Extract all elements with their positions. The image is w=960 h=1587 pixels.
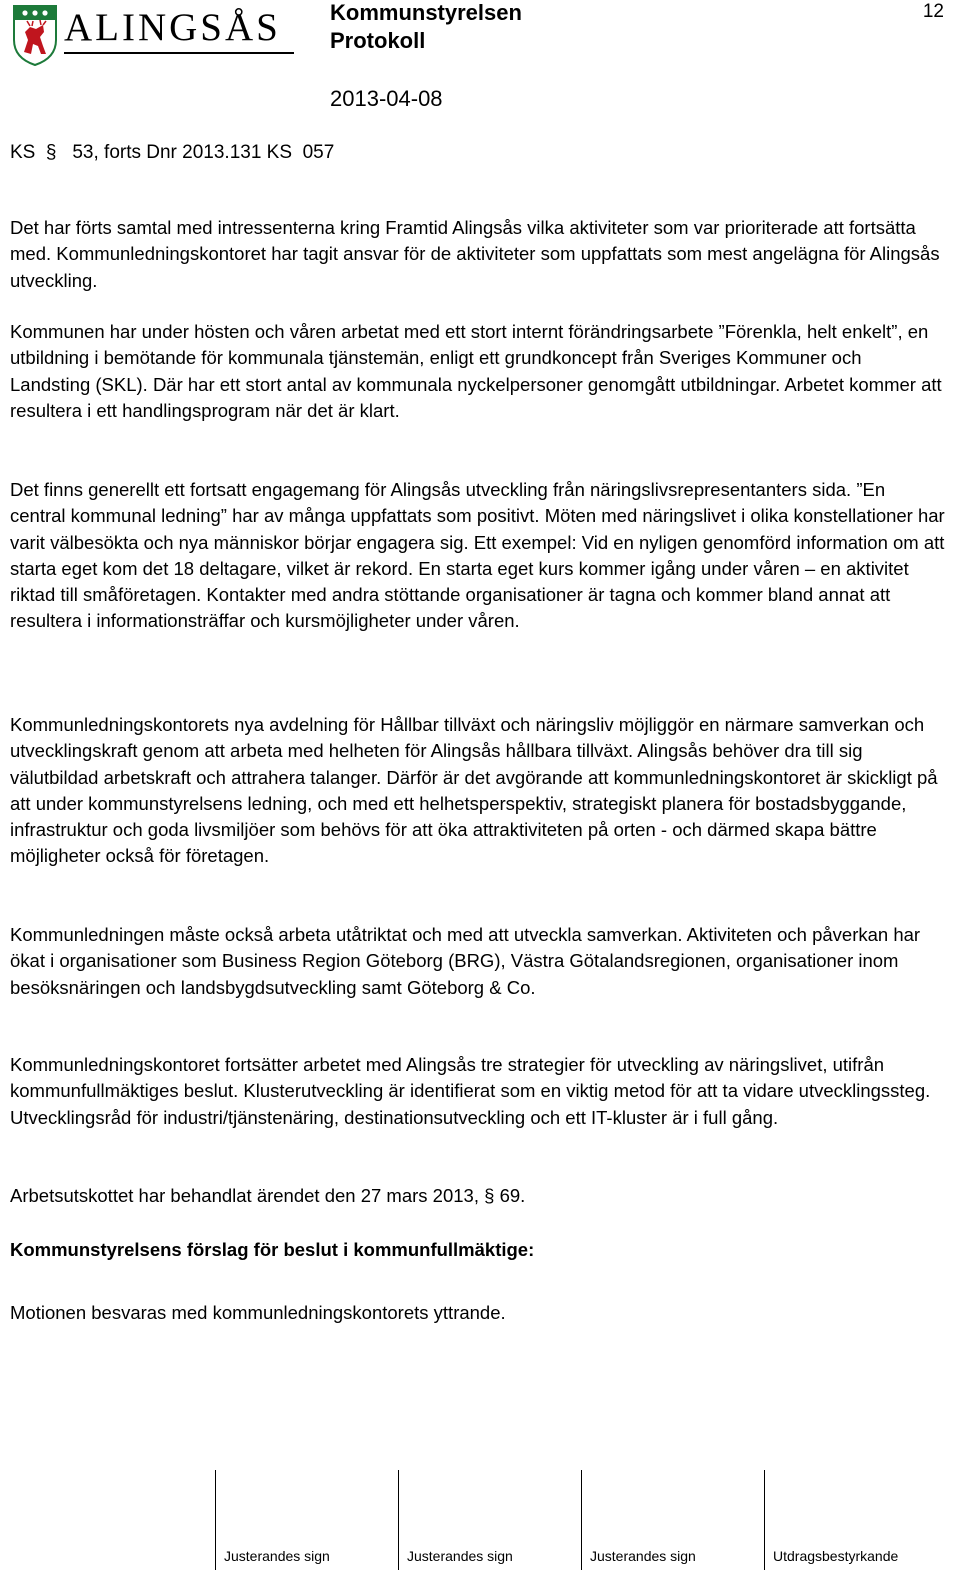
signature-label: Justerandes sign bbox=[407, 1548, 513, 1564]
paragraph: Kommunledningskontorets nya avdelning för Hållbar tillväxt och näringsliv möjliggör en närmare samverkan och utvecklingskraft genom att arbeta med helheten för Alingsås hållbara tillväxt. Alingsås behöver dra till sig välutbildad arbetskraft och attrahera talanger. Därför är det avgörande att kommunledningskontoret är skickligt på att under kommunstyrelsens ledning, och med ett helhetsperspektiv, strategiskt planera för bostadsbyggande, infrastruktur och goda livsmiljöer som behövs för att öka attraktiviteten på orten - och därmed skapa bättre möjligheter också för företagen. bbox=[10, 714, 938, 867]
committee-note-text: Arbetsutskottet har behandlat ärendet den 27 mars 2013, bbox=[10, 1185, 479, 1206]
logo-wordmark: ALINGSÅS bbox=[64, 6, 281, 49]
signature-divider bbox=[764, 1470, 765, 1570]
paragraph: Kommunen har under hösten och våren arbetat med ett stort internt förändringsarbete ”Förenkla, helt enkelt”, en utbildning i bemötande för kommunala tjänstemän, enligt ett grundkoncept från Sveriges Kommuner och Landsting (SKL). Där har ett stort antal av kommunala nyckelpersoner genomgått utbildningar. Arbetet kommer att resultera i ett handlingsprogram när det är klart. bbox=[10, 321, 942, 421]
logo-underline bbox=[64, 52, 294, 54]
paragraph: Det har förts samtal med intressenterna kring Framtid Alingsås vilka aktiviteter som var prioriterade att fortsätta med. Kommunledningskontoret har tagit ansvar för de aktiviteter som uppfattats som mest angelägna för Alingsås utveckling. bbox=[10, 217, 940, 291]
organization-name: Kommunstyrelsen bbox=[330, 0, 522, 25]
signature-divider bbox=[215, 1470, 216, 1570]
paragraph: Kommunledningen måste också arbeta utåtriktat och med att utveckla samverkan. Aktiviteten och påverkan har ökat i organisationer som Business Region Göteborg (BRG), Västra Götalandsregionen, organisationer inom besöksnäringen och landsbygdsutveckling samt Göteborg & Co. bbox=[10, 924, 921, 998]
decision-text: Motionen besvaras med kommunledningskontorets yttrande. bbox=[10, 1302, 506, 1323]
reference-detail: 53, forts Dnr 2013.131 KS 057 bbox=[72, 142, 335, 163]
paragraph: Kommunledningskontoret fortsätter arbetet med Alingsås tre strategier för utveckling av näringslivet, utifrån kommunfullmäktiges beslut. Klusterutveckling är identifierat som en viktig metod för att ta vidare utvecklingssteg. Utvecklingsråd för industri/tjänstenäring, destinationsutveckling och ett IT-kluster är i full gång. bbox=[10, 1054, 931, 1128]
signature-label: Justerandes sign bbox=[590, 1548, 696, 1564]
case-reference bbox=[10, 140, 334, 166]
document-type: Protokoll bbox=[330, 28, 426, 53]
reference-code: KS bbox=[10, 142, 36, 163]
committee-note-section: 69. bbox=[499, 1185, 526, 1206]
paragraph: Det finns generellt ett fortsatt engagemang för Alingsås utveckling från näringslivsrepresentanters sida. ”En central kommunal ledning” har av många uppfattats som positivt. Möten med näringslivet i olika konstellationer har varit välbesökta och nya människor börjar engagera sig. Ett exempel: Vid en nyligen genomförd information om att starta eget kom det 18 deltagare, vilket är rekord. En starta eget kurs kommer igång under våren – en aktivitet riktad till småföretagen. Kontakter med andra stöttande organisationer är tagna och kommer bland annat att resultera i informationsträffar och kursmöjligheter under våren. bbox=[10, 479, 945, 632]
municipal-coat-of-arms-icon bbox=[10, 2, 60, 68]
protocol-date: 2013-04-08 bbox=[330, 86, 443, 111]
signature-divider bbox=[581, 1470, 582, 1570]
section-symbol: § bbox=[45, 142, 57, 163]
section-symbol: § bbox=[484, 1185, 495, 1206]
proposal-heading: Kommunstyrelsens förslag för beslut i kommunfullmäktige: bbox=[10, 1239, 535, 1260]
signature-label: Justerandes sign bbox=[224, 1548, 330, 1564]
page-number: 12 bbox=[922, 1, 944, 22]
committee-note bbox=[10, 1183, 945, 1209]
certification-label: Utdragsbestyrkande bbox=[773, 1548, 899, 1564]
signature-divider bbox=[398, 1470, 399, 1570]
